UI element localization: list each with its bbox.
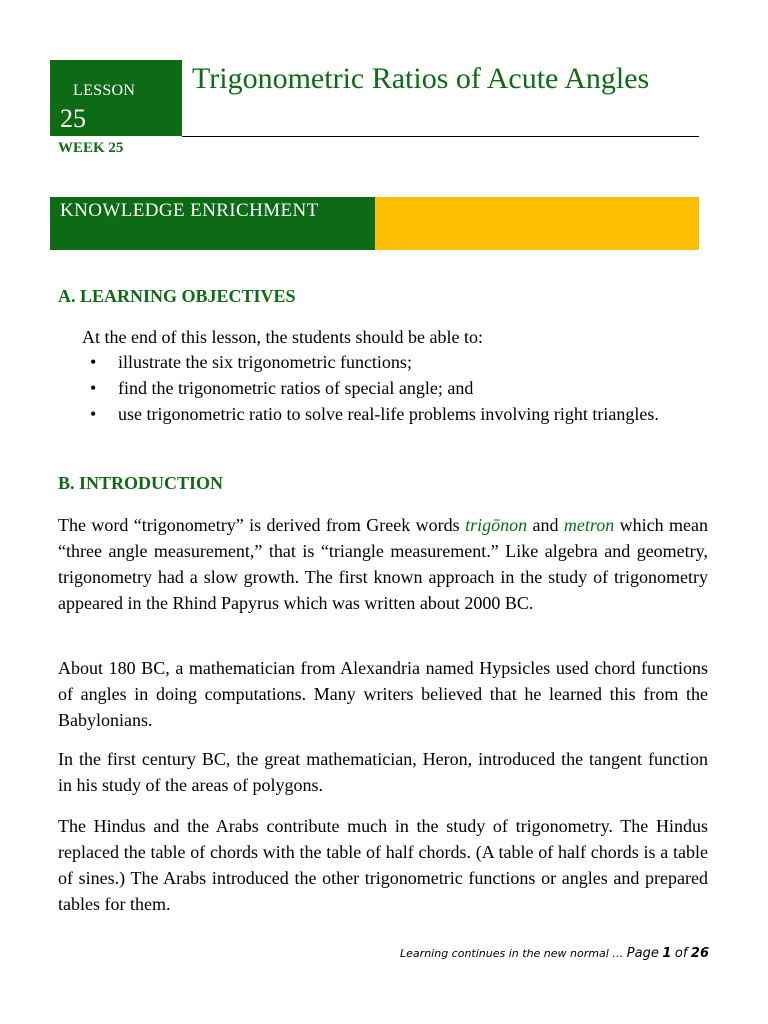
- p1-text-a: The word “trigonometry” is derived from Greek words: [58, 515, 466, 535]
- footer-of-word: of: [674, 946, 688, 961]
- objectives-heading: A. LEARNING OBJECTIVES: [58, 286, 296, 306]
- intro-paragraph-4: The Hindus and the Arabs contribute much in the study of trigonometry. The Hindus replaced the table of chords with the table of half chords. (A table of half chords is a table of sines.) The Arabs introduced the other trigonometric functions or angles and prepared tables for them.: [58, 816, 708, 914]
- bullet-icon: •: [90, 404, 97, 424]
- greek-word-metron: metron: [563, 515, 615, 535]
- footer-page-number: 1: [662, 946, 672, 961]
- list-item: [82, 402, 709, 426]
- lesson-badge: [50, 60, 182, 136]
- banner-accent: [375, 197, 699, 250]
- p1-text-c: which mean “three angle measurement,” that is “triangle measurement.” Like algebra and geometry, trigonometry had a slow growth. The first known approach in the study of trigonometry appeared in the Rhind Papyrus which was written about 2000 BC.: [58, 515, 708, 613]
- introduction-heading: B. INTRODUCTION: [58, 473, 224, 493]
- lesson-number: 25: [60, 104, 86, 133]
- list-item: [82, 350, 709, 374]
- knowledge-banner: [50, 197, 699, 250]
- objective-text: illustrate the six trigonometric functions;: [118, 352, 412, 372]
- p1-text-b: and: [527, 515, 564, 535]
- week-label: WEEK 25: [58, 140, 124, 156]
- banner-label: KNOWLEDGE ENRICHMENT: [50, 197, 375, 250]
- objectives-intro: At the end of this lesson, the students should be able to:: [82, 327, 483, 347]
- objective-text: use trigonometric ratio to solve real-life problems involving right triangles.: [118, 404, 659, 424]
- intro-paragraph-2: About 180 BC, a mathematician from Alexandria named Hypsicles used chord functions of angles in doing computations. Many writers believed that he learned this from the Babylonians.: [58, 658, 708, 730]
- lesson-label: LESSON: [73, 82, 136, 99]
- bullet-icon: •: [90, 352, 97, 372]
- objectives-list: [82, 350, 709, 428]
- footer-page-total: 26: [690, 946, 709, 961]
- objective-text: find the trigonometric ratios of special angle; and: [118, 378, 474, 398]
- title-divider: [182, 136, 699, 137]
- footer-page-word: Page: [626, 946, 659, 961]
- bullet-icon: •: [90, 378, 97, 398]
- intro-paragraph-3: In the first century BC, the great mathematician, Heron, introduced the tangent function in his study of the areas of polygons.: [58, 749, 708, 795]
- list-item: [82, 376, 709, 400]
- greek-word-trigonon: trigōnon: [465, 515, 528, 535]
- page-title: Trigonometric Ratios of Acute Angles: [192, 62, 650, 95]
- footer-tagline: Learning continues in the new normal …: [400, 947, 624, 960]
- intro-paragraph-1: [58, 512, 708, 616]
- page-footer: [400, 946, 709, 961]
